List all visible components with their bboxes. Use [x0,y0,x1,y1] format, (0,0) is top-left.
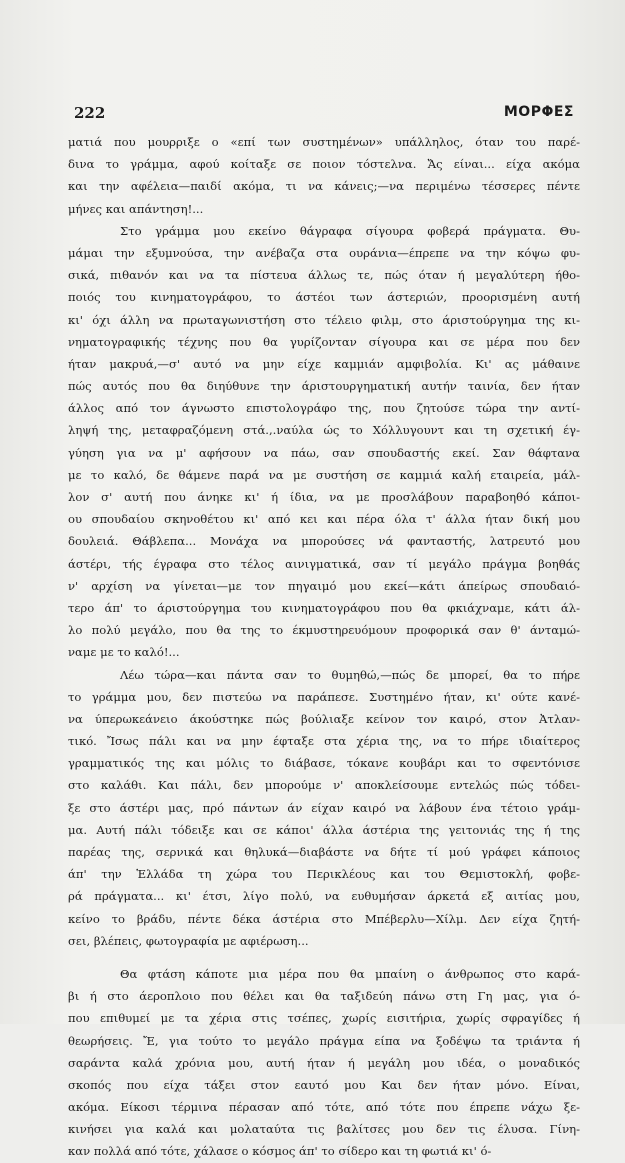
text-line: και την αφέλεια—παιδί ακόμα, τι να κάνεις;—να περιμένω τέσσερες πέντε [68,179,580,194]
paragraph [68,220,580,664]
text-line: ρά πράγματα... κι' έτσι, λίγο πολύ, να ευθυμήσαν άρκετά εξ αιτίας μου, [68,889,580,904]
text-line: σικά, πιθανόν και να τα πίστευα άλλως τε, πώς όταν ή μεγαλύτερη ήθο- [68,268,580,283]
text-line: ήταν μακρυά,—σ' αυτό να μην είχε καμμιάν αμφιβολία. Κι' ας μάθαινε [68,356,580,371]
text-line: ληψή της, μεταφραζόμενη στά.,.ναύλα ώς το Χόλλυγουντ και τη σχετική έγ- [68,423,580,438]
text-line: ποιός του κινηματογράφου, το άστέοι των άστεριών, προορισμένη αυτή [68,290,580,305]
text-line: μα. Αυτή πάλι τόδειξε και σε κάποι' άλλα άστέρια της γειτονιάς της ή της [68,822,580,837]
text-line: μάμαι την εξυμνούσα, την ανέβαζα στα ουράνια—έπρεπε να την κόψω φυ- [68,245,580,260]
text-line: γύηση για να μ' αφήσουν να πάω, σαν σπουδαστής εκεί. Σαν θάφτανα [68,445,580,460]
text-line: ου σπουδαίου σκηνοθέτου κι' από κει και πέρα όλα τ' άλλα ήταν δική μου [68,512,580,527]
text-line: ακόμα. Είκοσι τέρμινα πέρασαν από τότε, από τότε που έπρεπε νάχω ξε- [68,1100,580,1115]
text-line: άστέρι, τής έγραφα στο τέλος αινιγματικά, σαν τί μεγάλο πράγμα βοηθάς [68,556,580,571]
text-line: άπ' την Ἑλλάδα τη χώρα του Περικλέους και του Θεμιστοκλή, φοβε- [68,867,580,882]
text-line: βι ή στο άεροπλοιο που θέλει και θα ταξιδεύη πάνω στη Γη μας, για ό- [68,989,580,1004]
paragraph-gap [68,952,580,963]
page-header [74,104,574,124]
text-line: δουλειά. Θάβλεπα... Μονάχα να μπορούσες νά φανταστής, λατρευτό μου [68,534,580,549]
text-line: ξε στο άστέρι μας, πρό πάντων άν είχαν καιρό να λάβουν ένα τέτοιο γράμ- [68,800,580,815]
text-line: δινα το γράμμα, αφού κοίταξε σε ποιον τόστελνα. Ἄς είναι... είχα ακόμα [68,157,580,172]
text-line: λο πολύ μεγάλο, που θα της το έκμυστηρευόμουν προφορικά σαν θ' άνταμώ- [68,623,580,638]
text-line: Λέω τώρα—και πάντα σαν το θυμηθώ,—πώς δε μπορεί, θα το πήρε [120,667,580,682]
text-line: με το καλό, δε θάμενε παρά να με συστήση σε καμμιά καλή εταιρεία, μάλ- [68,467,580,482]
paragraph [68,131,580,220]
text-line: άλλος από τον άγνωστο επιστολογράφο της, που ζητούσε τώρα την αντί- [68,401,580,416]
text-line: κι' όχι άλλη να πρωταγωνιστήση στο τέλειο φιλμ, στο άριστούργημα της κι- [68,312,580,327]
text-line: να ύπερωκεάνειο άκούστηκε πώς βούλιαξε κείνον τον καιρό, στον Ἀτλαν- [68,711,580,726]
text-line: κινήσει για καλά και μολαταύτα τις βαλίτσες μου δεν τις έλυσα. Γίνη- [68,1122,580,1137]
article-body [68,131,580,1163]
text-line: τερο άπ' το άριστούργημα του κινηματογράφου που θα φκιάχναμε, κάτι άλ- [68,600,580,615]
text-line: ναμε με το καλό!... [68,645,180,660]
text-line: Στο γράμμα μου εκείνο θάγραφα σίγουρα φοβερά πράγματα. Θυ- [120,223,580,238]
text-line: Θα φτάση κάποτε μια μέρα που θα μπαίνη ο άνθρωπος στο καρά- [120,966,580,981]
text-line: ν' αρχίση να γίνεται—με τον πηγαιμό μου εκεί—κάτι άπείρως σπουδαιό- [68,578,580,593]
text-line: ματιά που μουρριξε ο «επί των συστημένων» υπάλληλος, όταν του παρέ- [68,135,580,149]
text-line: παρέας της, σερνικά και θηλυκά—διαβάστε να δήτε τί μού γράφει κάποιος [68,845,580,859]
text-line: που επιθυμεί με τα χέρια στις τσέπες, χωρίς εισιτήρια, χωρίς σφραγίδες ή [68,1011,580,1026]
text-line: σει, βλέπεις, φωτογραφία με αφιέρωση... [68,933,309,948]
text-line: σκοπός που είχα τάξει στον εαυτό μου Και δεν ήταν μόνο. Είναι, [68,1077,580,1092]
text-line: τικό. Ἴσως πάλι και να μην έφταξε στα χέρια της, να το πήρε ιδιαίτερος [68,734,580,749]
text-line: νηματογραφικής τέχνης που θα γυρίζονταν σίγουρα και σε μέρα που δεν [68,334,580,349]
text-line: το γράμμα μου, δεν πιστεύω να παράπεσε. Συστημένο ήταν, κι' ούτε κανέ- [68,689,580,704]
paragraph [68,963,580,1163]
journal-title: ΜΟΡΦΕΣ [503,104,574,120]
text-line: μήνες και απάντηση!... [68,201,204,216]
text-line: πώς αυτός που θα διηύθυνε την άριστουργηματική αυτήν ταινία, δεν ήταν [68,379,580,394]
text-line: λον σ' αυτή που άνηκε κι' ή ίδια, να με προσλάβουν παραβοηθό κάποι- [68,490,580,504]
text-line: κείνο το βράδυ, πέντε δέκα άστέρια στο Μπέβερλυ—Χίλμ. Δεν είχα ζητή- [68,911,580,926]
text-line: καν πολλά από τότε, χάλασε ο κόσμος άπ' το σίδερο και τη φωτιά κι' ό- [68,1144,492,1159]
text-line: γραμματικός της και μόλις το διάβασε, τόκανε κουβάρι και το σφεντόνισε [68,756,580,771]
paragraph [68,664,580,952]
page-number: 222 [74,104,106,122]
text-line: σαράντα καλά χρόνια μου, αυτή ήταν ή μεγάλη μου ιδέα, ο μοναδικός [68,1055,580,1070]
text-line: στο καλάθι. Και πάλι, δεν μπορούμε ν' αποκλείσουμε εντελώς πώς τόδει- [68,778,580,793]
text-line: θεωρήσεις. Ἔ, για τούτο το μεγάλο πράγμα είπα να ξοδέψω τα τριάντα ή [68,1033,580,1048]
